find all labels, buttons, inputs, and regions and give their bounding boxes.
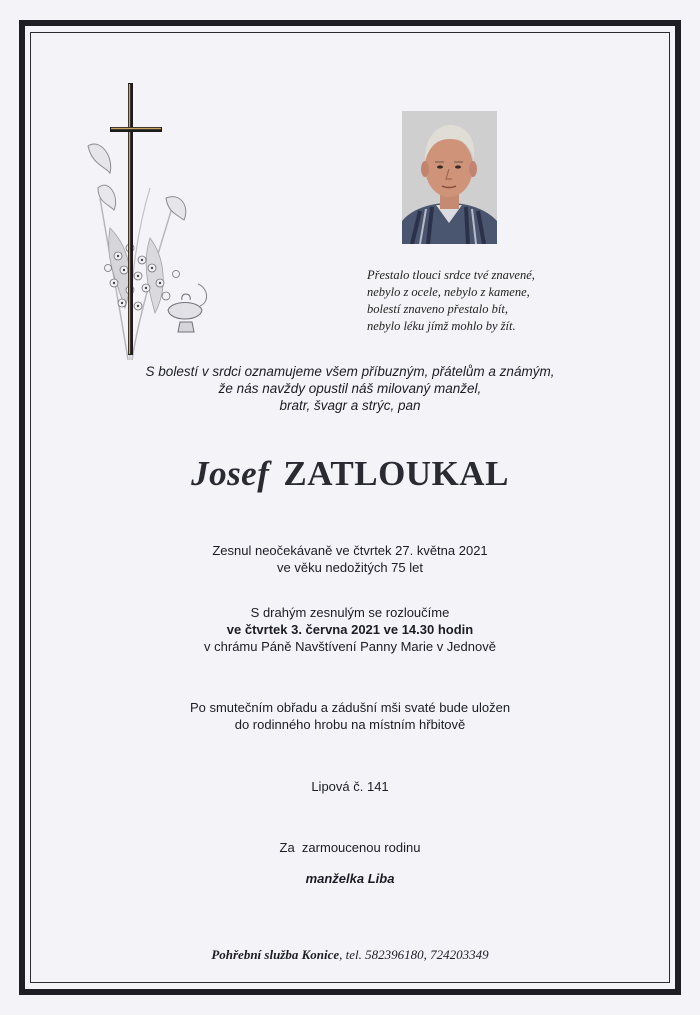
portrait-photo (402, 111, 497, 244)
funeral-location: v chrámu Páně Navštívení Panny Marie v Jednově (204, 639, 496, 654)
deceased-last-name: ZATLOUKAL (283, 454, 509, 493)
announcement-text (0, 363, 700, 414)
funeral-intro: S drahým zesnulým se rozloučíme (250, 605, 450, 620)
deceased-name (0, 454, 700, 494)
funeral-service-phone: , tel. 582396180, 724203349 (339, 947, 489, 962)
poem-line: nebylo léku jímž mohlo by žít. (367, 319, 516, 333)
burial-line: do rodinného hrobu na místním hřbitově (234, 717, 466, 732)
announcement-line: že nás navždy opustil náš milovaný manžel, (218, 381, 482, 396)
burial-info (0, 699, 700, 733)
family-address: Lipová č. 141 (311, 779, 389, 794)
funeral-date-time: ve čtvrtek 3. června 2021 ve 14.30 hodin (226, 622, 474, 637)
poem-line: nebylo z ocele, nebylo z kamene, (367, 285, 530, 299)
funeral-service-name: Pohřební služba Konice (211, 947, 340, 962)
deceased-first-name: Josef (191, 454, 270, 493)
portrait-image (402, 111, 497, 244)
poem-line: Přestalo tlouci srdce tvé znavené, (367, 268, 535, 282)
funeral-service-footer (0, 947, 700, 963)
signature-line: manželka Liba (305, 871, 395, 886)
cross-with-lilies-icon (80, 78, 220, 363)
death-info (0, 542, 700, 576)
poem-line: bolestí znaveno přestalo bít, (367, 302, 508, 316)
funeral-info (0, 604, 700, 655)
death-line: ve věku nedožitých 75 let (277, 560, 423, 575)
announcement-line: S bolestí v srdci oznamujeme všem příbuzným, přátelům a známým, (145, 364, 555, 379)
memorial-poem (367, 267, 607, 335)
death-line: Zesnul neočekávaně ve čtvrtek 27. května 2021 (212, 543, 488, 558)
burial-line: Po smutečním obřadu a zádušní mši svaté bude uložen (189, 700, 511, 715)
family-line: Za zarmoucenou rodinu (279, 840, 421, 855)
announcement-line: bratr, švagr a strýc, pan (279, 398, 421, 413)
